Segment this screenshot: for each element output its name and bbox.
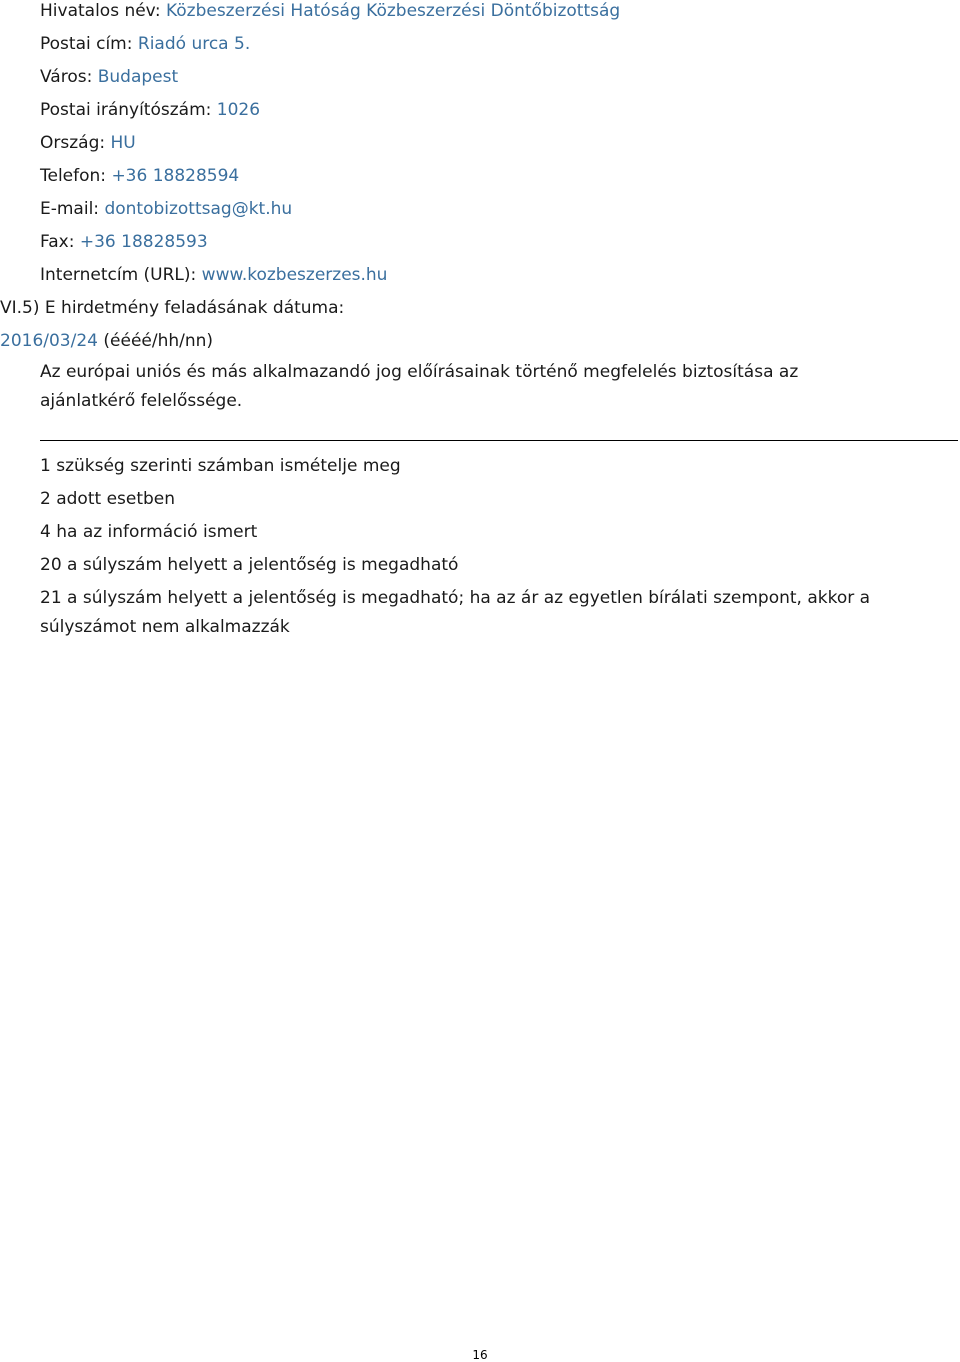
submission-date-value: 2016/03/24 (0, 331, 98, 351)
phone-label: Telefon: (40, 166, 107, 186)
country-label: Ország: (40, 133, 106, 153)
postal-address-value: Riadó urca 5. (137, 34, 251, 54)
submission-date-format: (éééé/hh/nn) (103, 331, 214, 351)
footnote-1: 1 szükség szerinti számban ismételje meg (40, 456, 401, 476)
postal-code-value: 1026 (216, 100, 261, 120)
phone-value: +36 18828594 (111, 166, 240, 186)
official-name-value: Közbeszerzési Hatóság Közbeszerzési Döntőbizottság (165, 1, 621, 21)
official-name-row (40, 0, 620, 22)
country-row (40, 132, 136, 154)
submission-date-row (0, 330, 213, 352)
fax-value: +36 18828593 (79, 232, 208, 252)
footnote-21-line-2: súlyszámot nem alkalmazzák (40, 617, 290, 637)
city-label: Város: (40, 67, 93, 87)
page-number: 16 (472, 1348, 488, 1362)
footnote-20: 20 a súlyszám helyett a jelentőség is megadható (40, 555, 459, 575)
url-label: Internetcím (URL): (40, 265, 197, 285)
responsibility-line-2: ajánlatkérő felelőssége. (40, 391, 243, 411)
postal-address-row (40, 33, 250, 55)
section-vi5-heading: VI.5) E hirdetmény feladásának dátuma: (0, 298, 345, 318)
email-label: E-mail: (40, 199, 100, 219)
email-row (40, 198, 292, 220)
postal-address-label: Postai cím: (40, 34, 133, 54)
footnote-21-line-1: 21 a súlyszám helyett a jelentőség is megadható; ha az ár az egyetlen bírálati szempont, akkor a (40, 588, 871, 608)
url-row (40, 264, 387, 286)
phone-row (40, 165, 239, 187)
postal-code-row (40, 99, 260, 121)
email-value[interactable]: dontobizottsag@kt.hu (104, 199, 293, 219)
country-value: HU (110, 133, 136, 153)
fax-label: Fax: (40, 232, 75, 252)
official-name-label: Hivatalos név: (40, 1, 161, 21)
postal-code-label: Postai irányítószám: (40, 100, 212, 120)
city-row (40, 66, 178, 88)
city-value: Budapest (97, 67, 179, 87)
responsibility-line-1: Az európai uniós és más alkalmazandó jog előírásainak történő megfelelés biztosítása az (40, 362, 799, 382)
responsibility-statement (40, 358, 940, 416)
url-link[interactable]: www.kozbeszerzes.hu (201, 265, 388, 285)
footnote-4: 4 ha az információ ismert (40, 522, 258, 542)
footnote-separator (40, 440, 958, 441)
fax-row (40, 231, 208, 253)
footnote-2: 2 adott esetben (40, 489, 176, 509)
